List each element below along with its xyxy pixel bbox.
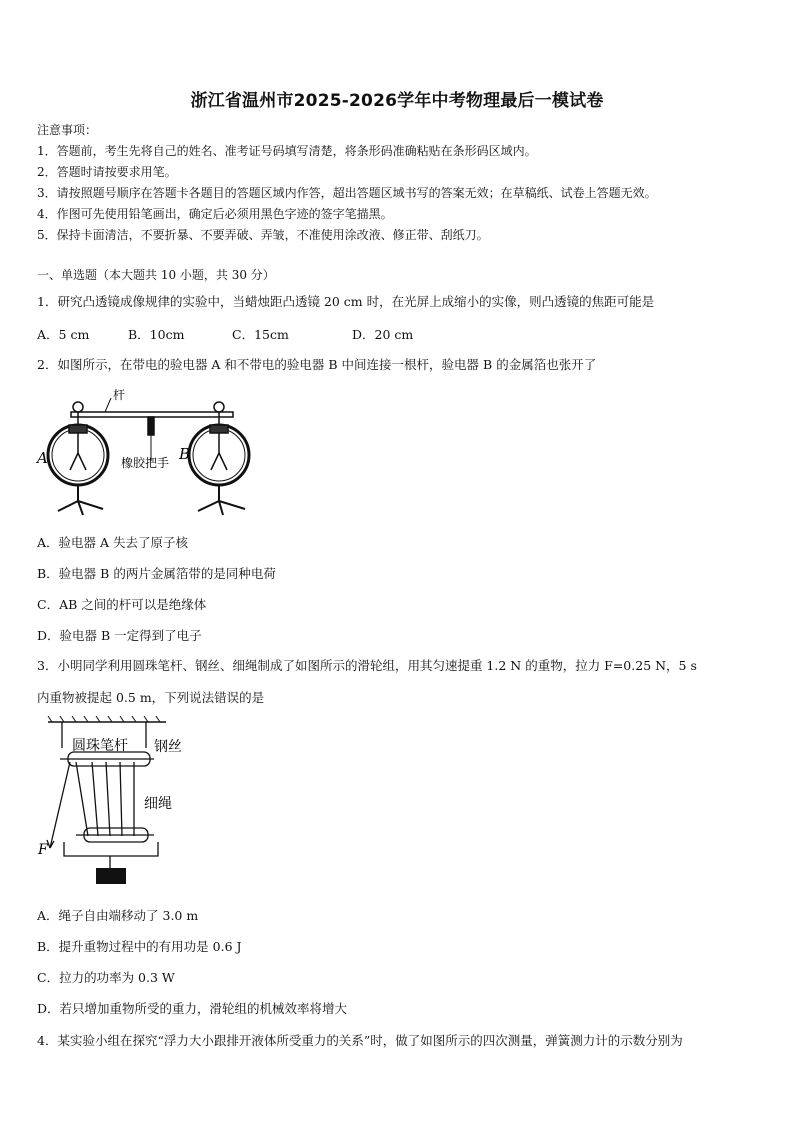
rubber-handle: [148, 417, 154, 435]
q3-option-c: C．拉力的功率为 0.3 W: [37, 970, 175, 985]
section-heading: 一、单选题（本大题共 10 小题，共 30 分）: [37, 268, 275, 282]
q1-option-c: C．15cm: [232, 327, 289, 342]
label-rod: 杆: [113, 388, 126, 402]
electroscope-figure: [33, 385, 273, 520]
q1-option-d: D．20 cm: [352, 327, 414, 342]
pulley-figure: [36, 716, 206, 888]
q2-option-c: C．AB 之间的杆可以是绝缘体: [37, 597, 207, 612]
q3-stem-line1: 3．小明同学利用圆珠笔杆、钢丝、细绳制成了如图所示的滑轮组，用其匀速提重 1.2 N 的重物，拉力 F=0.25 N，5 s: [37, 658, 697, 673]
q4-stem: 4．某实验小组在探究“浮力大小跟排开液体所受重力的关系”时，做了如图所示的四次测量，弹簧测力计的示数分别为: [37, 1033, 683, 1048]
weight-block: [96, 868, 126, 884]
label-pen-rod: 圆珠笔杆: [72, 738, 128, 754]
q3-option-b: B．提升重物过程中的有用功是 0.6 J: [37, 939, 242, 954]
notice-item-2: 2．答题时请按要求用笔。: [37, 165, 177, 179]
notice-item-1: 1．答题前，考生先将自己的姓名、准考证号码填写清楚，将条形码准确粘贴在条形码区域内。: [37, 144, 537, 158]
q1-option-a: A．5 cm: [37, 327, 90, 342]
q3-option-a: A．绳子自由端移动了 3.0 m: [37, 908, 199, 923]
notice-item-4: 4．作图可先使用铅笔画出，确定后必须用黑色字迹的签字笔描黑。: [37, 207, 393, 221]
q1-stem: 1．研究凸透镜成像规律的实验中，当蜡烛距凸透镜 20 cm 时，在光屏上成缩小的实像，则凸透镜的焦距可能是: [37, 294, 655, 309]
label-force-f: F: [38, 842, 48, 858]
q3-option-d: D．若只增加重物所受的重力，滑轮组的机械效率将增大: [37, 1001, 348, 1016]
q2-option-d: D．验电器 B 一定得到了电子: [37, 628, 202, 643]
q1-option-b: B．10cm: [128, 327, 185, 342]
q2-option-b: B．验电器 B 的两片金属箔带的是同种电荷: [37, 566, 276, 581]
label-thin-rope: 细绳: [144, 796, 172, 812]
label-steel-wire: 钢丝: [154, 739, 182, 755]
notice-item-5: 5．保持卡面清洁，不要折暴、不要弄破、弄皱，不准使用涂改液、修正带、刮纸刀。: [37, 228, 489, 242]
q2-option-a: A．验电器 A 失去了原子核: [37, 535, 189, 550]
q3-stem-line2: 内重物被提起 0.5 m，下列说法错误的是: [37, 690, 265, 705]
q2-stem: 2．如图所示，在带电的验电器 A 和不带电的验电器 B 中间连接一根杆，验电器 B 的金属箔也张开了: [37, 357, 597, 372]
page-title: 浙江省温州市2025-2026学年中考物理最后一模试卷: [190, 91, 604, 111]
label-handle: 橡胶把手: [121, 456, 170, 470]
notice-heading: 注意事项：: [37, 123, 98, 137]
notice-item-3: 3．请按照题号顺序在答题卡各题目的答题区域内作答，超出答题区域书写的答案无效；在草稿纸、试卷上答题无效。: [37, 186, 657, 200]
label-b: B: [179, 445, 191, 463]
label-a: A: [37, 449, 48, 467]
